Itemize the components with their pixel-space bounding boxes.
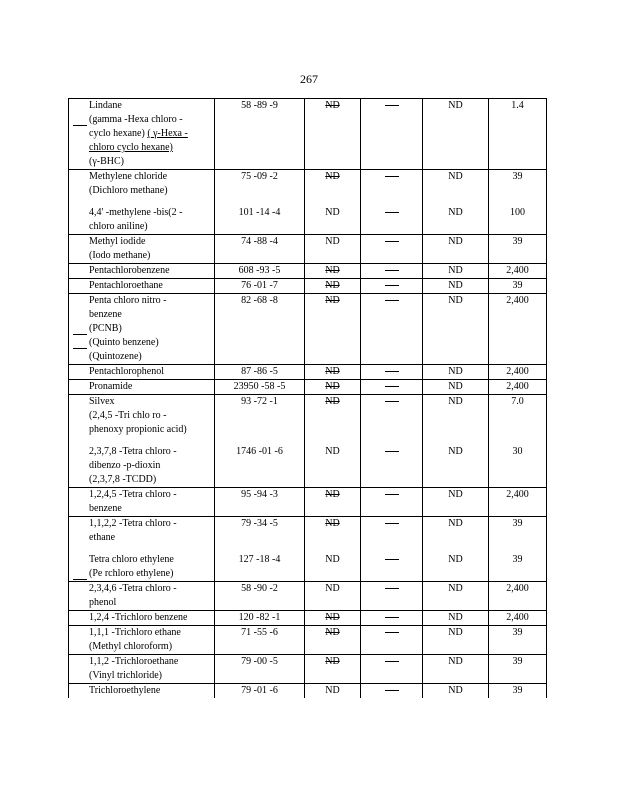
chemical-name-line: 4,4' -methylene -bis(2 -: [89, 207, 183, 218]
chemical-name-line: (PCNB): [89, 323, 122, 334]
col4-cell: [361, 582, 423, 611]
col5-value: ND: [448, 381, 463, 392]
chemical-name-line: (Quinto benzene): [89, 337, 159, 348]
col3-cell: [305, 365, 361, 380]
col5-cell: [423, 170, 489, 235]
col3-value: ND: [325, 554, 340, 565]
chemical-name-line: Penta chloro nitro -: [89, 295, 167, 306]
limit-value-cell: [489, 294, 547, 365]
table-row: [69, 395, 547, 488]
limit-value-cell: [489, 264, 547, 279]
chemical-name-cell: [69, 365, 215, 380]
col4-cell: [361, 235, 423, 264]
cas-number-value: 79 -34 -5: [241, 518, 278, 529]
col5-cell: [423, 395, 489, 488]
chemical-name-cell: [69, 235, 215, 264]
chemical-name-line: Silvex: [89, 396, 115, 407]
cas-number-cell: [215, 99, 305, 170]
dash-mark: [363, 279, 420, 293]
col4-cell: [361, 99, 423, 170]
col5-value: ND: [448, 627, 463, 638]
cas-number-value: 58 -89 -9: [241, 100, 278, 111]
limit-value-value: 2,400: [506, 612, 529, 623]
cas-number-value: 71 -55 -6: [241, 627, 278, 638]
col5-value: ND: [448, 583, 463, 594]
chemical-name-line: 1,2,4 -Trichloro benzene: [89, 612, 188, 623]
col5-cell: [423, 517, 489, 582]
limit-value-cell: [489, 279, 547, 294]
dash-mark: [385, 690, 399, 691]
col5-value: ND: [448, 366, 463, 377]
dash-mark: [363, 99, 420, 113]
col3-cell: [305, 279, 361, 294]
cas-number-value: 87 -86 -5: [241, 366, 278, 377]
limit-value-value: 100: [510, 207, 525, 218]
dash-mark: [385, 212, 399, 213]
limit-value-value: 39: [512, 656, 523, 667]
dash-mark: [385, 632, 399, 633]
col3-cell: [305, 626, 361, 655]
cas-number-cell: [215, 235, 305, 264]
table-row: [69, 517, 547, 582]
limit-value-cell: [489, 170, 547, 235]
chemical-name-line: Trichloroethylene: [89, 685, 161, 696]
chemical-name-line: Methyl iodide: [89, 236, 146, 247]
dash-mark: [363, 294, 420, 308]
col5-value: ND: [448, 295, 463, 306]
chemical-name-line: 1,1,1 -Trichloro ethane: [89, 627, 181, 638]
limit-value-value: 1.4: [511, 100, 524, 111]
dash-mark: [363, 380, 420, 394]
limit-value-value: 39: [512, 236, 523, 247]
table-row: [69, 264, 547, 279]
col3-value: ND: [325, 685, 340, 696]
col5-value: ND: [448, 489, 463, 500]
margin-rule-mark: [73, 348, 87, 349]
cas-number-value: 79 -00 -5: [241, 656, 278, 667]
col3-cell: [305, 294, 361, 365]
table-row: [69, 365, 547, 380]
col4-cell: [361, 294, 423, 365]
col5-cell: [423, 279, 489, 294]
cas-number-value: 101 -14 -4: [238, 207, 281, 218]
col3-cell: [305, 170, 361, 235]
limit-value-cell: [489, 380, 547, 395]
table-row: [69, 582, 547, 611]
limit-value-cell: [489, 488, 547, 517]
limit-value-cell: [489, 655, 547, 684]
chemical-name-cell: [69, 395, 215, 488]
col5-cell: [423, 294, 489, 365]
table-row: [69, 626, 547, 655]
limit-value-value: 2,400: [506, 381, 529, 392]
chemical-name-line: 2,3,7,8 -Tetra chloro -: [89, 446, 177, 457]
limit-value-value: 7.0: [511, 396, 524, 407]
cas-number-cell: [215, 611, 305, 626]
limit-value-cell: [489, 684, 547, 699]
chemical-name-line: 1,2,4,5 -Tetra chloro -: [89, 489, 177, 500]
chemical-name-line: Tetra chloro ethylene: [89, 554, 174, 565]
table-row: [69, 684, 547, 699]
cas-number-value: 58 -90 -2: [241, 583, 278, 594]
chemical-name-line: 2,3,4,6 -Tetra chloro -: [89, 583, 177, 594]
cas-number-value: 1746 -01 -6: [236, 446, 283, 457]
col3-cell: [305, 380, 361, 395]
cas-number-value: 75 -09 -2: [241, 171, 278, 182]
chemical-name-line: (2,3,7,8 -TCDD): [89, 474, 157, 485]
chemical-name-line: (Dichloro methane): [89, 185, 168, 196]
dash-mark: [363, 170, 420, 184]
col4-cell: [361, 380, 423, 395]
table-row: [69, 488, 547, 517]
col5-value: ND: [448, 685, 463, 696]
col5-value: ND: [448, 612, 463, 623]
chemical-name-cell: [69, 655, 215, 684]
chemical-name-line: 1,1,2,2 -Tetra chloro -: [89, 518, 177, 529]
chemical-name-cell: [69, 294, 215, 365]
dash-mark: [385, 661, 399, 662]
cas-number-value: 74 -88 -4: [241, 236, 278, 247]
chemical-name-line: phenoxy propionic acid): [89, 424, 187, 435]
table-row: [69, 170, 547, 235]
col3-value: ND: [325, 295, 340, 306]
dash-mark: [385, 270, 399, 271]
limit-value-value: 39: [512, 280, 523, 291]
limit-value-cell: [489, 235, 547, 264]
col5-value: ND: [448, 446, 463, 457]
col3-value: ND: [325, 381, 340, 392]
col5-value: ND: [448, 100, 463, 111]
limit-value-cell: [489, 517, 547, 582]
chemical-name-cell: [69, 582, 215, 611]
margin-rule-mark: [73, 125, 87, 126]
limit-value-value: 2,400: [506, 583, 529, 594]
dash-mark: [385, 285, 399, 286]
margin-rule-mark: [73, 579, 87, 580]
cas-number-cell: [215, 626, 305, 655]
chemical-name-line: dibenzo -p-dioxin: [89, 460, 161, 471]
limit-value-cell: [489, 365, 547, 380]
cas-number-value: 608 -93 -5: [238, 265, 281, 276]
chemical-name-cell: [69, 170, 215, 235]
limit-value-value: 39: [512, 685, 523, 696]
col3-value: ND: [325, 446, 340, 457]
table-row: [69, 655, 547, 684]
chemical-name-line: (2,4,5 -Tri chlo ro -: [89, 410, 167, 421]
cas-number-value: 93 -72 -1: [241, 396, 278, 407]
dash-mark: [385, 588, 399, 589]
dash-mark: [363, 553, 420, 567]
col4-cell: [361, 517, 423, 582]
dash-mark: [385, 494, 399, 495]
col3-value: ND: [325, 656, 340, 667]
col5-value: ND: [448, 518, 463, 529]
col5-value: ND: [448, 265, 463, 276]
chemical-name-line: benzene: [89, 503, 122, 514]
col5-value: ND: [448, 396, 463, 407]
col4-cell: [361, 279, 423, 294]
col3-cell: [305, 99, 361, 170]
dash-mark: [385, 617, 399, 618]
cas-number-cell: [215, 365, 305, 380]
col3-value: ND: [325, 583, 340, 594]
chemical-name-line: (Iodo methane): [89, 250, 151, 261]
col5-cell: [423, 99, 489, 170]
cas-number-value: 95 -94 -3: [241, 489, 278, 500]
chemical-name-line: (gamma -Hexa chloro -: [89, 114, 183, 125]
dash-mark: [363, 488, 420, 502]
chemical-name-cell: [69, 380, 215, 395]
chemical-name-cell: [69, 611, 215, 626]
chemical-name-line: cyclo hexane) ( γ-Hexa -: [89, 128, 188, 139]
col3-value: ND: [325, 236, 340, 247]
dash-mark: [385, 401, 399, 402]
chemical-name-cell: [69, 684, 215, 699]
chemical-name-line: (γ-BHC): [89, 156, 124, 167]
cas-number-cell: [215, 380, 305, 395]
chemical-name-cell: [69, 517, 215, 582]
col5-cell: [423, 684, 489, 699]
limit-value-cell: [489, 99, 547, 170]
col4-cell: [361, 264, 423, 279]
contaminant-table: [68, 98, 547, 698]
col3-cell: [305, 655, 361, 684]
col5-cell: [423, 626, 489, 655]
chemical-name-cell: [69, 99, 215, 170]
dash-mark: [385, 300, 399, 301]
table-row: [69, 294, 547, 365]
dash-mark: [363, 626, 420, 640]
dash-mark: [363, 684, 420, 698]
dash-mark: [363, 582, 420, 596]
col3-cell: [305, 517, 361, 582]
cas-number-value: 79 -01 -6: [241, 685, 278, 696]
dash-mark: [363, 206, 420, 220]
col3-value: ND: [325, 100, 340, 111]
chemical-name-line: (Pe rchloro ethylene): [89, 568, 174, 579]
limit-value-cell: [489, 611, 547, 626]
dash-mark: [385, 105, 399, 106]
col5-cell: [423, 380, 489, 395]
chemical-name-line: phenol: [89, 597, 117, 608]
chemical-name-line: (Vinyl trichloride): [89, 670, 162, 681]
col3-value: ND: [325, 612, 340, 623]
chemical-name-line: (Methyl chloroform): [89, 641, 173, 652]
chemical-name-line: Methylene chloride: [89, 171, 168, 182]
chemical-name-cell: [69, 279, 215, 294]
col5-cell: [423, 611, 489, 626]
col3-cell: [305, 582, 361, 611]
limit-value-value: 2,400: [506, 265, 529, 276]
col5-cell: [423, 582, 489, 611]
col3-value: ND: [325, 265, 340, 276]
col3-value: ND: [325, 171, 340, 182]
chemical-name-line: (Quintozene): [89, 351, 142, 362]
col5-cell: [423, 488, 489, 517]
limit-value-value: 2,400: [506, 489, 529, 500]
dash-mark: [363, 655, 420, 669]
col5-value: ND: [448, 280, 463, 291]
limit-value-value: 30: [512, 446, 523, 457]
col3-value: ND: [325, 280, 340, 291]
chemical-name-cell: [69, 626, 215, 655]
col3-value: ND: [325, 396, 340, 407]
cas-number-value: 82 -68 -8: [241, 295, 278, 306]
col5-value: ND: [448, 554, 463, 565]
dash-mark: [363, 264, 420, 278]
cas-number-cell: [215, 279, 305, 294]
col3-cell: [305, 264, 361, 279]
col5-cell: [423, 264, 489, 279]
dash-mark: [363, 611, 420, 625]
cas-number-value: 76 -01 -7: [241, 280, 278, 291]
col3-value: ND: [325, 207, 340, 218]
chemical-name-line: chloro aniline): [89, 221, 148, 232]
col3-cell: [305, 684, 361, 699]
table-row: [69, 235, 547, 264]
margin-rule-mark: [73, 334, 87, 335]
dash-mark: [385, 386, 399, 387]
dash-mark: [363, 517, 420, 531]
dash-mark: [385, 176, 399, 177]
cas-number-cell: [215, 264, 305, 279]
dash-mark: [385, 559, 399, 560]
col4-cell: [361, 488, 423, 517]
chemical-name-line: Pentachlorobenzene: [89, 265, 170, 276]
cas-number-cell: [215, 517, 305, 582]
col4-cell: [361, 626, 423, 655]
cas-number-cell: [215, 582, 305, 611]
cas-number-cell: [215, 395, 305, 488]
col5-cell: [423, 235, 489, 264]
cas-number-cell: [215, 294, 305, 365]
dash-mark: [363, 445, 420, 459]
limit-value-value: 39: [512, 627, 523, 638]
chemical-name-line: Pronamide: [89, 381, 133, 392]
chemical-name-line: chloro cyclo hexane): [89, 142, 173, 153]
col4-cell: [361, 365, 423, 380]
col3-value: ND: [325, 489, 340, 500]
limit-value-cell: [489, 626, 547, 655]
chemical-name-line: Pentachloroethane: [89, 280, 163, 291]
chemical-name-line: Pentachlorophenol: [89, 366, 164, 377]
table-row: [69, 611, 547, 626]
chemical-name-line: Lindane: [89, 100, 122, 111]
page-number: 267: [300, 72, 318, 86]
col5-value: ND: [448, 171, 463, 182]
chemical-name-cell: [69, 488, 215, 517]
cas-number-value: 127 -18 -4: [238, 554, 281, 565]
col5-value: ND: [448, 207, 463, 218]
limit-value-value: 39: [512, 171, 523, 182]
dash-mark: [363, 395, 420, 409]
chemical-name-cell: [69, 264, 215, 279]
col4-cell: [361, 611, 423, 626]
col3-cell: [305, 488, 361, 517]
col3-cell: [305, 395, 361, 488]
cas-number-cell: [215, 655, 305, 684]
cas-number-cell: [215, 684, 305, 699]
col3-value: ND: [325, 627, 340, 638]
dash-mark: [363, 235, 420, 249]
chemical-name-line: 1,1,2 -Trichloroethane: [89, 656, 179, 667]
limit-value-value: 39: [512, 518, 523, 529]
col3-cell: [305, 235, 361, 264]
limit-value-cell: [489, 582, 547, 611]
cas-number-cell: [215, 170, 305, 235]
col4-cell: [361, 655, 423, 684]
limit-value-value: 2,400: [506, 295, 529, 306]
col3-cell: [305, 611, 361, 626]
dash-mark: [385, 451, 399, 452]
col4-cell: [361, 395, 423, 488]
cas-number-value: 120 -82 -1: [238, 612, 281, 623]
dash-mark: [385, 523, 399, 524]
table-row: [69, 380, 547, 395]
dash-mark: [385, 241, 399, 242]
cas-number-value: 23950 -58 -5: [233, 381, 286, 392]
limit-value-cell: [489, 395, 547, 488]
cas-number-cell: [215, 488, 305, 517]
table-row: [69, 99, 547, 170]
col3-value: ND: [325, 366, 340, 377]
dash-mark: [385, 371, 399, 372]
dash-mark: [363, 365, 420, 379]
chemical-name-line: ethane: [89, 532, 116, 543]
limit-value-value: 39: [512, 554, 523, 565]
col5-cell: [423, 655, 489, 684]
col4-cell: [361, 170, 423, 235]
limit-value-value: 2,400: [506, 366, 529, 377]
chemical-name-line: benzene: [89, 309, 122, 320]
table-row: [69, 279, 547, 294]
col3-value: ND: [325, 518, 340, 529]
col5-value: ND: [448, 236, 463, 247]
col5-value: ND: [448, 656, 463, 667]
col4-cell: [361, 684, 423, 699]
col5-cell: [423, 365, 489, 380]
